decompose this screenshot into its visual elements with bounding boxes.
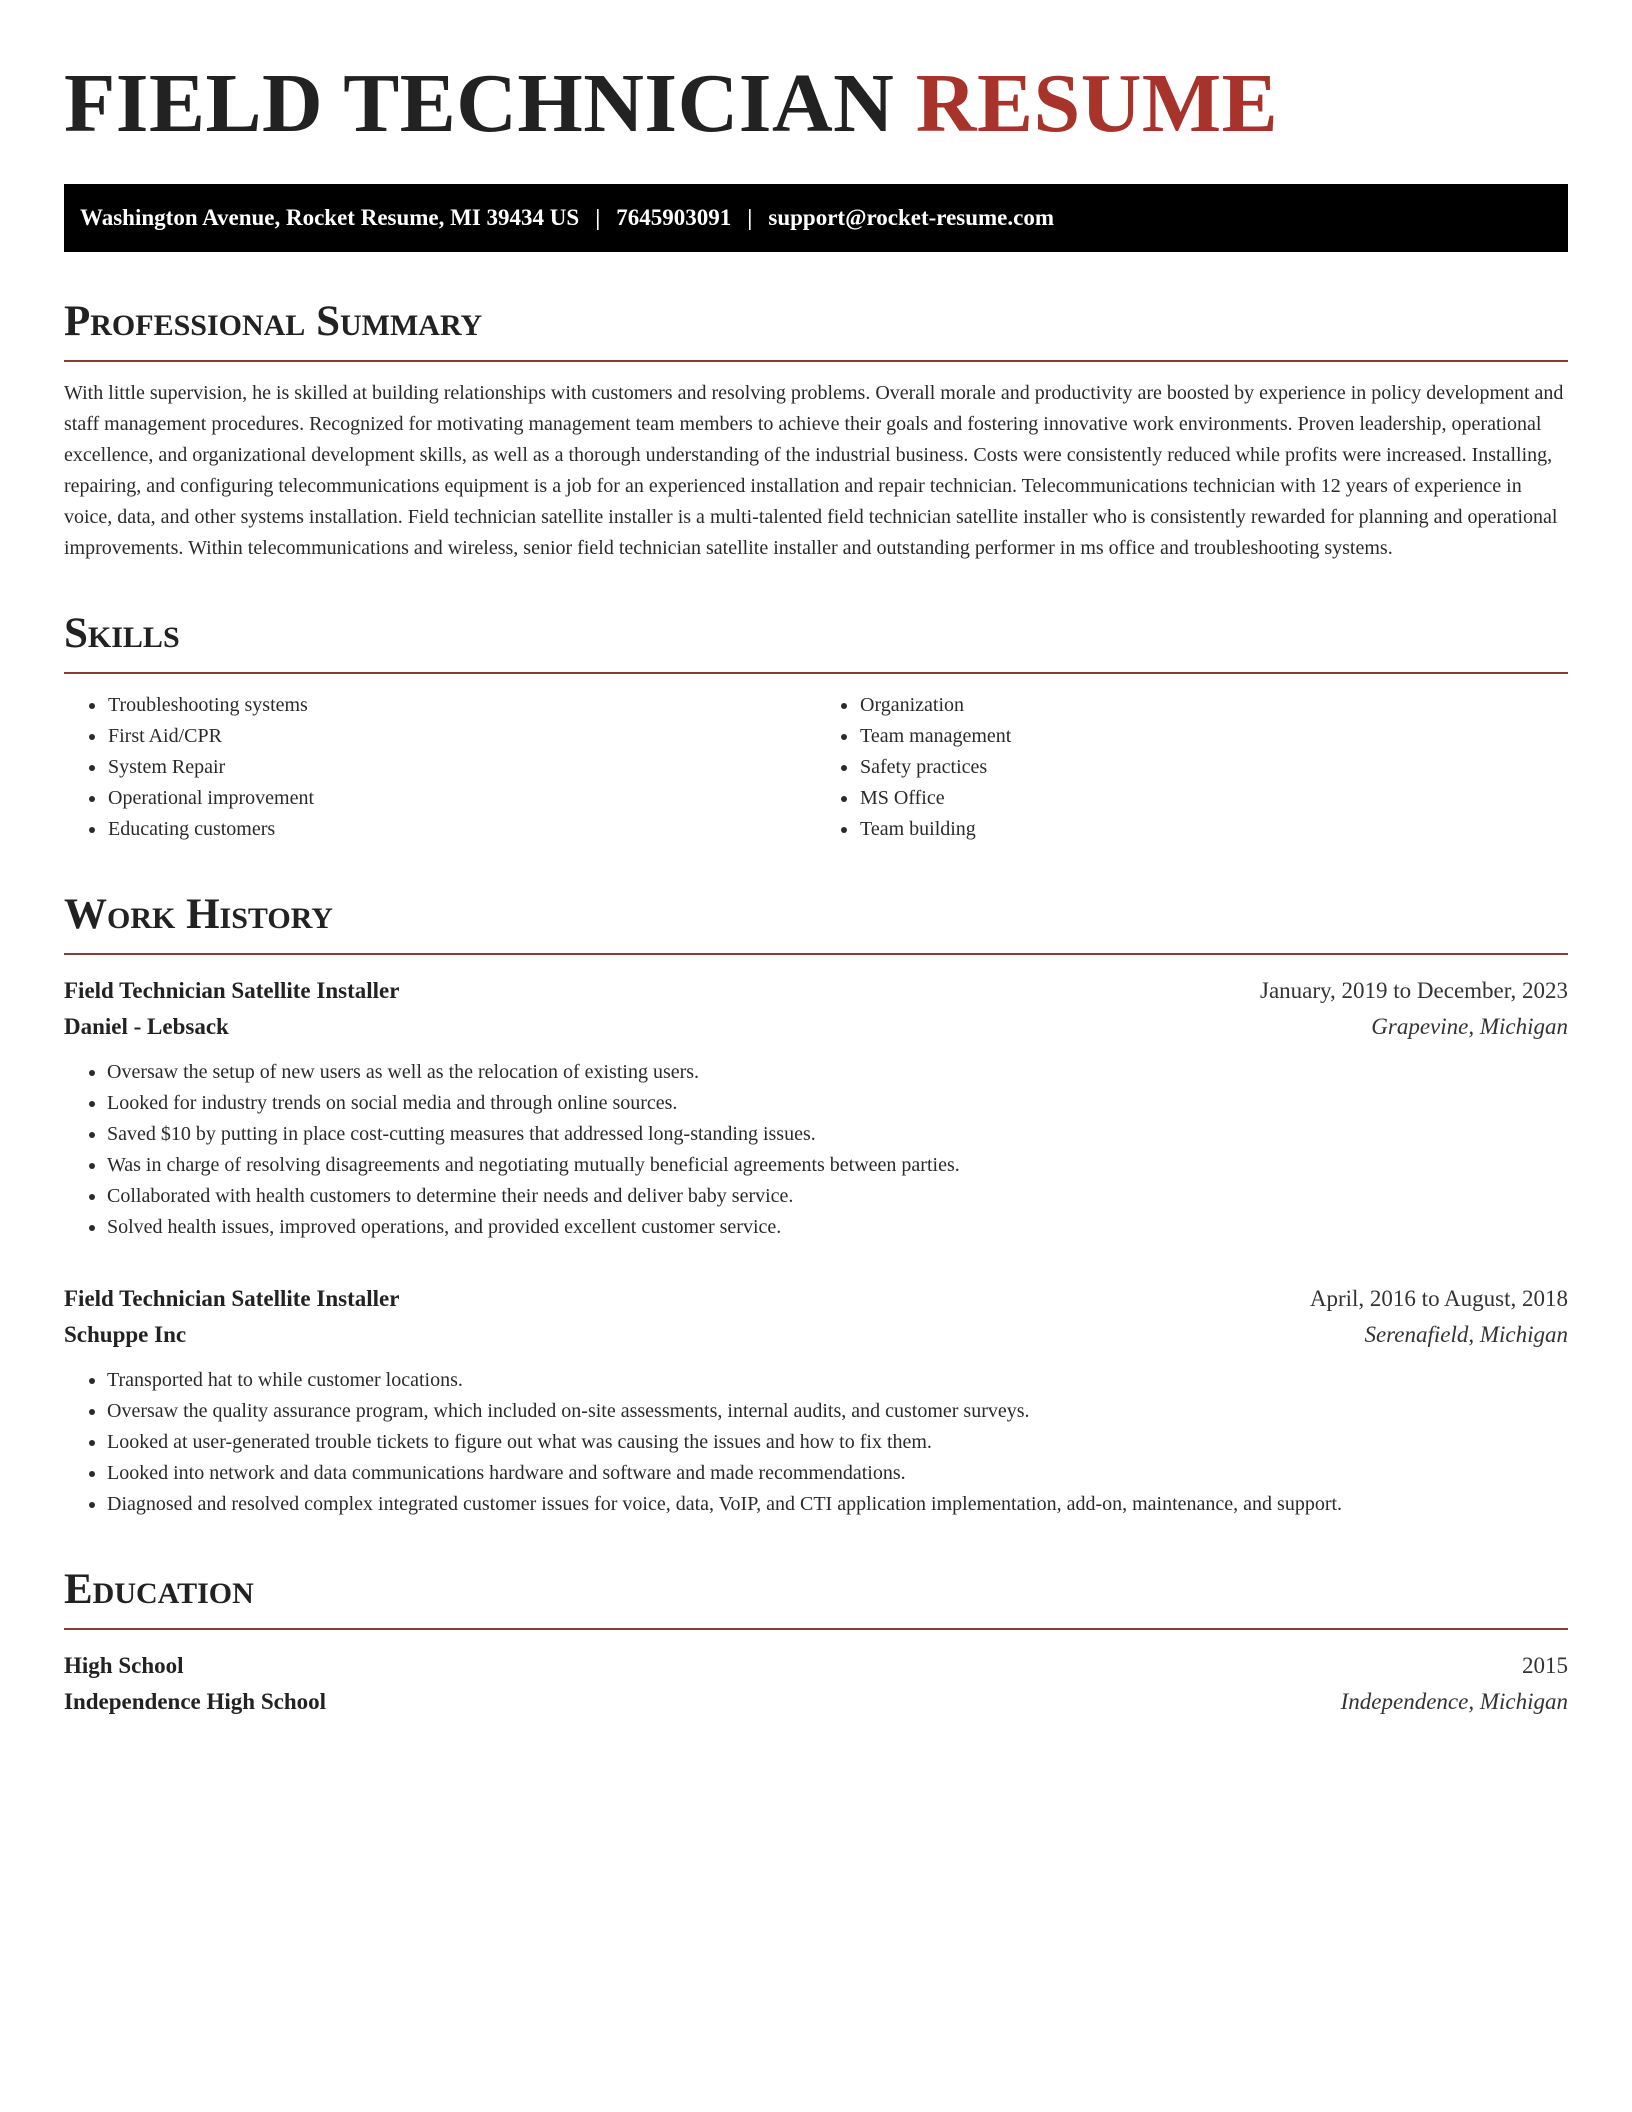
- job-entry: [64, 973, 1568, 1243]
- skill-item: • System Repair: [107, 752, 816, 783]
- education-school: Independence High School: [64, 1689, 326, 1714]
- contact-separator: |: [747, 205, 753, 230]
- job-bullet: • Saved $10 by putting in place cost-cutting measures that addressed long-standing issues.: [107, 1119, 1568, 1150]
- work-history-heading: Work History: [64, 889, 1568, 955]
- contact-bar: [64, 184, 1568, 252]
- job-location: Grapevine, Michigan: [1371, 1014, 1568, 1039]
- skills-column-left: [64, 690, 816, 845]
- skill-item: • Educating customers: [107, 814, 816, 845]
- job-company-row: [64, 1317, 1568, 1353]
- education-degree-row: [64, 1648, 1568, 1684]
- skill-item: • Operational improvement: [107, 783, 816, 814]
- job-bullets: [64, 1365, 1568, 1520]
- job-title: Field Technician Satellite Installer: [64, 978, 400, 1003]
- skills-heading: Skills: [64, 608, 1568, 674]
- job-bullet: • Solved health issues, improved operations, and provided excellent customer service.: [107, 1212, 1568, 1243]
- job-location: Serenafield, Michigan: [1364, 1322, 1568, 1347]
- job-dates: January, 2019 to December, 2023: [1260, 978, 1568, 1003]
- job-header-row: [64, 973, 1568, 1009]
- job-bullet: • Looked at user-generated trouble tickets to figure out what was causing the issues and how to fix them.: [107, 1427, 1568, 1458]
- contact-email: support@rocket-resume.com: [768, 205, 1055, 230]
- skill-item: • Safety practices: [859, 752, 1568, 783]
- job-bullet: • Transported hat to while customer locations.: [107, 1365, 1568, 1396]
- job-bullet: • Looked for industry trends on social media and through online sources.: [107, 1088, 1568, 1119]
- title-main: FIELD TECHNICIAN: [64, 57, 895, 150]
- contact-address: Washington Avenue, Rocket Resume, MI 39434 US: [80, 205, 580, 230]
- title-accent: RESUME: [915, 57, 1279, 150]
- summary-heading: Professional Summary: [64, 296, 1568, 362]
- education-heading: Education: [64, 1564, 1568, 1630]
- job-header-row: [64, 1281, 1568, 1317]
- job-dates: April, 2016 to August, 2018: [1309, 1286, 1568, 1311]
- education-location: Independence, Michigan: [1340, 1689, 1568, 1714]
- skill-item: • Team management: [859, 721, 1568, 752]
- contact-separator: |: [595, 205, 601, 230]
- skills-list: [64, 690, 1568, 845]
- education-entry: [64, 1648, 1568, 1720]
- contact-phone: 7645903091: [616, 205, 732, 230]
- skill-item: • Troubleshooting systems: [107, 690, 816, 721]
- job-entry: [64, 1281, 1568, 1520]
- resume-title: [64, 48, 1568, 160]
- job-bullet: • Diagnosed and resolved complex integrated customer issues for voice, data, VoIP, and CTI application implementation, add-on, maintenance, and support.: [107, 1489, 1568, 1520]
- job-company: Daniel - Lebsack: [64, 1014, 229, 1039]
- skill-item: • Team building: [859, 814, 1568, 845]
- job-bullet: • Oversaw the setup of new users as well as the relocation of existing users.: [107, 1057, 1568, 1088]
- education-year: 2015: [1522, 1653, 1568, 1678]
- job-bullet: • Oversaw the quality assurance program, which included on-site assessments, internal audits, and customer surveys.: [107, 1396, 1568, 1427]
- job-bullet: • Was in charge of resolving disagreements and negotiating mutually beneficial agreements between parties.: [107, 1150, 1568, 1181]
- skill-item: • MS Office: [859, 783, 1568, 814]
- job-bullet: • Collaborated with health customers to determine their needs and deliver baby service.: [107, 1181, 1568, 1212]
- education-school-row: [64, 1684, 1568, 1720]
- job-title: Field Technician Satellite Installer: [64, 1286, 400, 1311]
- job-bullet: • Looked into network and data communications hardware and software and made recommendations.: [107, 1458, 1568, 1489]
- skill-item: • Organization: [859, 690, 1568, 721]
- skills-column-right: [816, 690, 1568, 845]
- education-degree: High School: [64, 1653, 184, 1678]
- skill-item: • First Aid/CPR: [107, 721, 816, 752]
- job-bullets: [64, 1057, 1568, 1243]
- job-company: Schuppe Inc: [64, 1322, 187, 1347]
- summary-text: With little supervision, he is skilled at building relationships with customers and resolving problems. Overall morale and productivity are boosted by experience in policy development and staff management procedures. Recognized for motivating management team members to achieve their goals and fostering innovative work environments. Proven leadership, operational excellence, and organizational development skills, as well as a thorough understanding of the industrial business. Costs were consistently reduced while profits were increased. Installing, repairing, and configuring telecommunications equipment is a job for an experienced installation and repair technician. Telecommunications technician with 12 years of experience in voice, data, and other systems installation. Field technician satellite installer is a multi-talented field technician satellite installer who is consistently rewarded for planning and operational improvements. Within telecommunications and wireless, senior field technician satellite installer and outstanding performer in ms office and troubleshooting systems.: [64, 382, 1564, 559]
- job-company-row: [64, 1009, 1568, 1045]
